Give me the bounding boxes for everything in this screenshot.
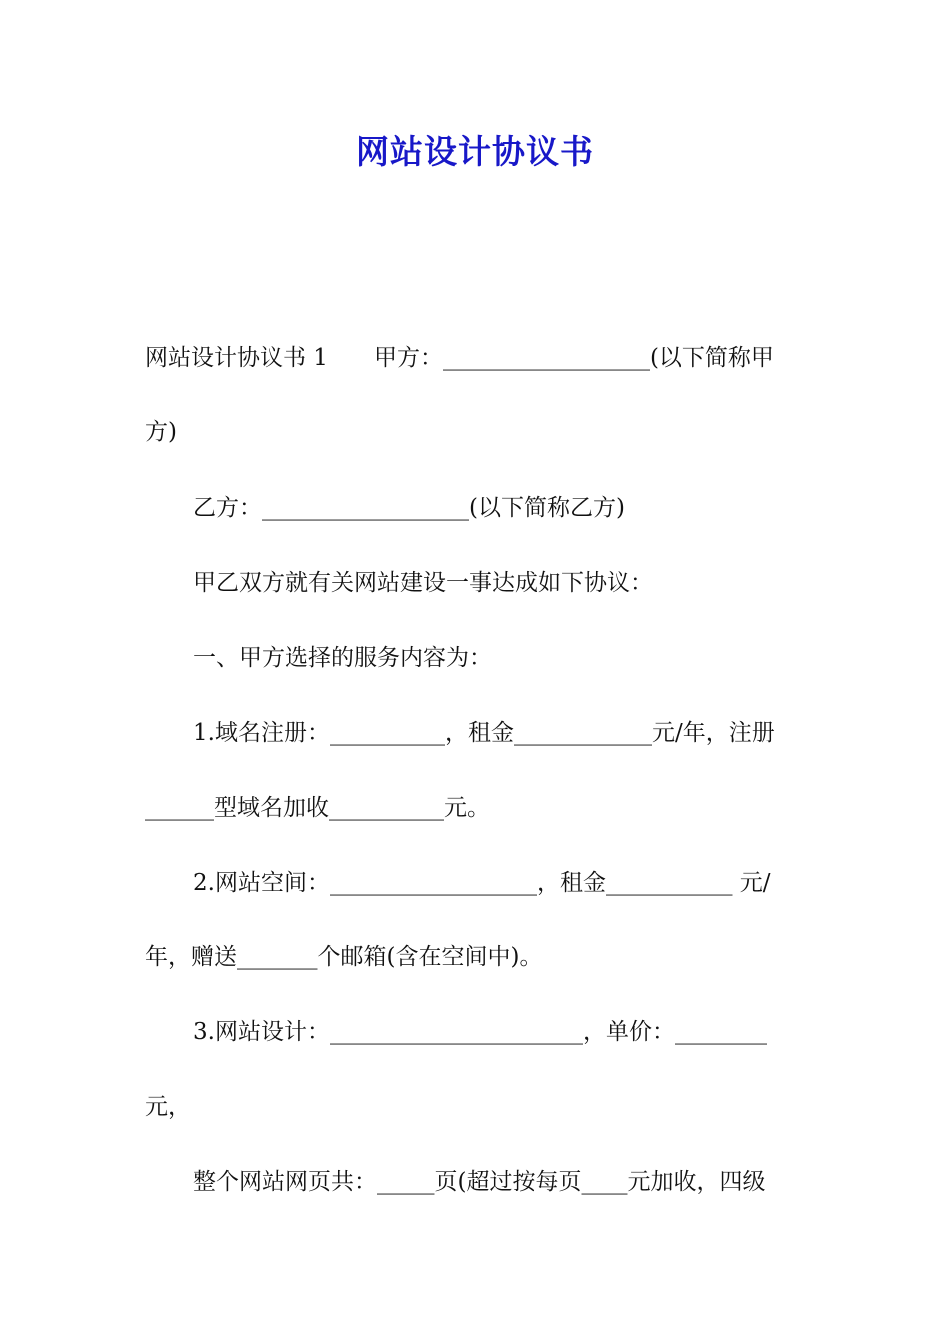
paragraph-line — [145, 1089, 810, 1125]
line-text: 3.网站设计：______________________，单价：________ — [193, 1019, 767, 1045]
paragraph-line — [193, 1164, 858, 1200]
paragraph-line — [193, 865, 858, 901]
line-text: 整个网站网页共：_____页(超过按每页____元加收，四级 — [193, 1169, 766, 1195]
document-title: 网站设计协议书 — [356, 132, 594, 171]
paragraph-line — [193, 490, 858, 526]
line-text: 甲乙双方就有关网站建设一事达成如下协议： — [193, 570, 653, 596]
paragraph-line — [193, 1014, 858, 1050]
line-text: 网站设计协议书 1 甲方：__________________(以下简称甲 — [145, 345, 774, 371]
line-text: 年，赠送_______个邮箱(含在空间中)。 — [145, 944, 543, 970]
line-text: 乙方：__________________(以下简称乙方) — [193, 495, 625, 521]
line-text: 一、甲方选择的服务内容为： — [193, 645, 492, 671]
paragraph-line — [145, 939, 810, 975]
paragraph-line — [193, 715, 858, 751]
line-text: 2.网站空间：__________________，租金___________ 元/ — [193, 870, 771, 896]
paragraph-line — [145, 790, 810, 826]
line-text: ______型域名加收__________元。 — [145, 795, 490, 821]
line-text: 方) — [145, 419, 177, 445]
paragraph-line — [193, 640, 858, 676]
paragraph-line — [193, 565, 858, 601]
line-text: 元， — [145, 1094, 191, 1120]
paragraph-line — [145, 414, 810, 450]
line-text: 1.域名注册：__________，租金____________元/年，注册 — [193, 720, 775, 746]
paragraph-line — [145, 340, 810, 376]
